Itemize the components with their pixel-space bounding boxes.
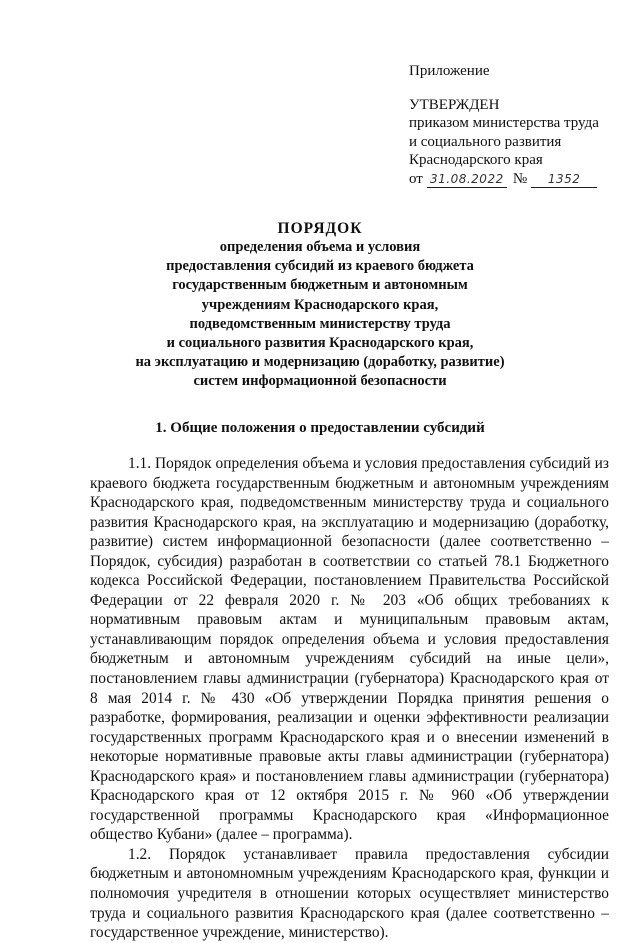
section-heading: 1. Общие положения о предоставлении субсидий <box>155 420 485 436</box>
title-line: и социального развития Краснодарского края, <box>166 335 474 352</box>
title-line: подведомственным министерству труда <box>189 315 451 332</box>
approval-line: приказом министерства труда <box>409 115 599 131</box>
section-body <box>90 454 609 943</box>
title-main: ПОРЯДОК <box>277 220 363 237</box>
paragraph-1-2: 1.2. Порядок устанавливает правила предоставления субсидии бюджетным и автономномным учреждениям Краснодарского края, функции и полномочия учредителя в отношении которых осуществляет министерство труда и социального развития Краснодарского края (далее соответственно – государственное учреждение, министерство). <box>90 845 609 942</box>
title-line: систем информационной безопасности <box>193 373 447 390</box>
paragraph-1-1: 1.1. Порядок определения объема и условия предоставления субсидий из краевого бюджета государственным бюджетным и автономным учреждениям Краснодарского края, подведомственным министерству труда и социального развития Краснодарского края, на эксплуатацию и модернизацию (доработку, развитие) систем информационной безопасности (далее соответственно – Порядок, субсидия) разработан в соответствии со статьей 78.1 Бюджетного кодекса Российской Федерации, постановлением Правительства Российской Федерации от 22 февраля 2020 г. № 203 «Об общих требованиях к нормативным правовым актам и муниципальным правовым актам, устанавливающим порядок определения объема и условия предоставления бюджетным и автономным учреждениям субсидий на иные цели», постановлением главы администрации (губернатора) Краснодарского края от 8 мая 2014 г. № 430 «Об утверждении Порядка принятия решения о разработке, формирования, реализации и оценки эффективности реализации государственных программ Краснодарского края и о внесении изменений в некоторые нормативные правовые акты главы администрации (губернатора) Краснодарского края» и постановлением главы администрации (губернатора) Краснодарского края от 12 октября 2015 г. № 960 «Об утверждении государственной программы Краснодарского края «Информационное общество Кубани» (далее – программа). <box>90 455 609 844</box>
title-line: учреждениям Краснодарского края, <box>201 296 439 313</box>
title-line: на эксплуатацию и модернизацию (доработку, развитие) <box>135 354 505 371</box>
number-label: № <box>512 170 528 187</box>
approval-line: и социального развития <box>409 133 562 150</box>
approval-line: Краснодарского края <box>409 152 543 168</box>
from-label: от <box>409 170 423 187</box>
order-number-row <box>409 170 629 189</box>
approval-block <box>409 62 629 188</box>
title-line: государственным бюджетным и автономным <box>172 277 468 294</box>
order-number: 1352 <box>531 172 597 188</box>
document-title <box>120 219 520 392</box>
approved-label: УТВЕРЖДЕН <box>409 96 500 113</box>
appendix-label: Приложение <box>409 63 490 79</box>
order-date: 31.08.2022 <box>427 172 507 188</box>
title-line: предоставления субсидий из краевого бюджета <box>166 258 474 275</box>
title-line: определения объема и условия <box>219 239 421 255</box>
